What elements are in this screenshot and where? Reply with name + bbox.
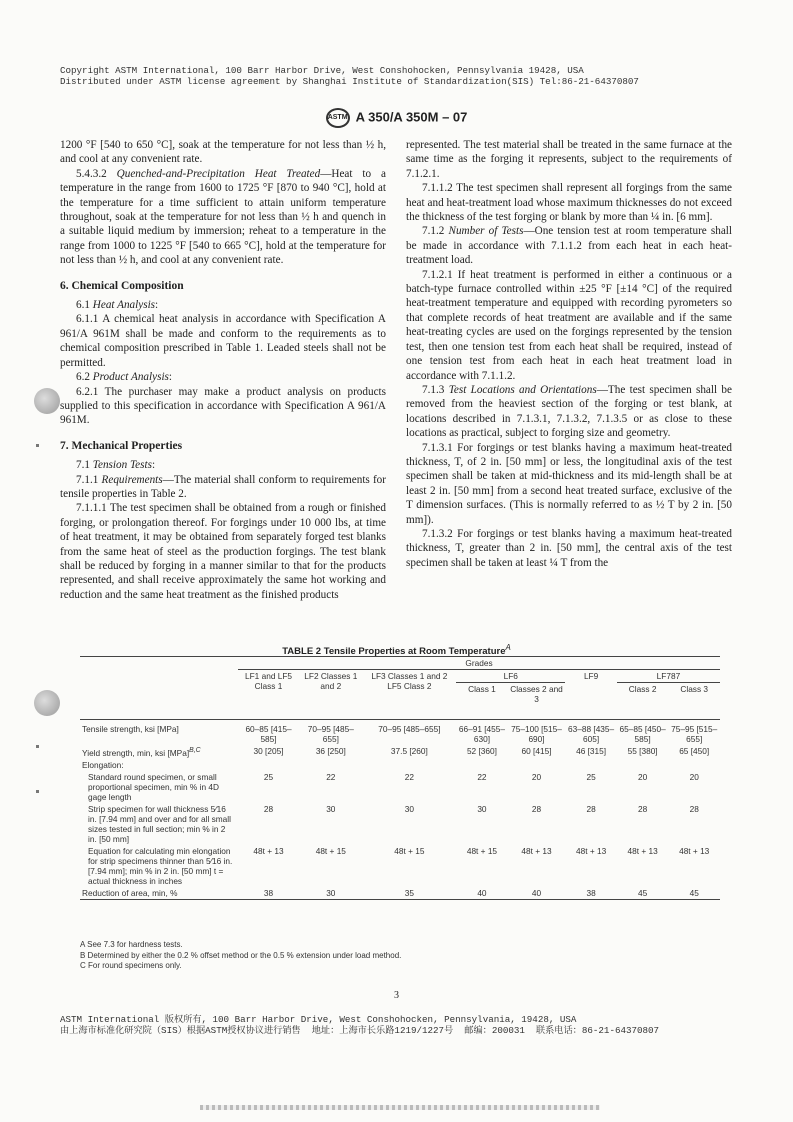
footnote: A See 7.3 for hardness tests. [80, 940, 183, 949]
paragraph-7-1-3-1: 7.1.3.1 For forgings or test blanks having a maximum heat-treated thickness, T, of 2 in. [50 mm] or less, the longitudinal axis of the test specimen shall be taken at mid-thickness and its mid-length shall be at least 2 in. [50 mm] from a second heat treated surface, exclusive of the T dimension surfaces. (This is normally referred to as ½ T by 2 in. [50 mm]). [406, 441, 732, 526]
scan-edge-strip [200, 1105, 600, 1110]
paragraph-5-4-3-2: 5.4.3.2 Quenched-and-Precipitation Heat Treated—Heat to a temperature in the range from 1600 to 1725 °F [870 to 940 °C], hold at the temperature for a time sufficient to attain uniform temperature throughout, soak at the temperature for not less than ½ h and quench in a suitable liquid medium by immersion; reheat to a temperature in the range from 1000 to 1225 °F [540 to 665 °C], hold at the temperature for not less than ½ h, and cool at any convenient rate. [60, 167, 386, 267]
paragraph-7-1-1-2: 7.1.1.2 The test specimen shall represent all forgings from the same heat and heat-treatment load whose maximum thicknesses do not exceed the thickness of the test forging or blank by more than ¼ in. [6 mm]. [406, 182, 732, 224]
paragraph: represented. The test material shall be treated in the same furnace at the same time as the forging it represents, subject to the requirements of 7.1.2.1. [406, 139, 732, 180]
table-row: Reduction of area, min, % 38 30 35 40 40 38 45 45 [80, 887, 720, 900]
paragraph-6-2-1: 6.2.1 The purchaser may make a product analysis on products supplied to this specification in accordance with Specification A 961/A 961M. [60, 385, 386, 427]
table-row: Yield strength, min, ksi [MPa]$^{B,C}$ 30 [205] 36 [250] 37.5 [260] 52 [360] 60 [415] 46 [315] 55 [380] 65 [450] [82, 746, 710, 758]
col-header-lf6: LF6 [456, 670, 565, 683]
col-header-lf1: LF1 and LF5 Class 1 [244, 671, 293, 691]
scan-mark [36, 790, 39, 793]
footnote: C For round specimens only. [80, 961, 182, 970]
paragraph-7-1-3-2: 7.1.3.2 For forgings or test blanks having a maximum heat-treated thickness, T, greater than 2 in. [50 mm], the central axis of the test specimen shall be taken at least ¼ T from the [406, 527, 732, 569]
paragraph-7-1-1-1: 7.1.1.1 The test specimen shall be obtained from a rough or finished forging, or prolongation thereof. For forgings under 10 000 lbs, at time of heat treatment, it may be obtained from separately forged test blanks from the same heat of steel as the production forgings. The test blank shall be reduced by forging in a manner similar to that for the products represented, and shall receive approximately the same hot working and reduction and the same heat treatment as the finished products [60, 502, 386, 601]
table-row: Standard round specimen, or small proportional specimen, min % in 4D gage length 25 22 22 22 20 25 20 20 [88, 771, 699, 802]
table-row: Tensile strength, ksi [MPa] 60–85 [415–585] 70–95 [485–655] 70–95 [485–655] 66–91 [455–630] 75–100 [515–690] 63–88 [435–605] 65–85 [450–585] 75–95 [515–655] [82, 724, 718, 744]
col-header-lf787: LF787 [617, 670, 720, 683]
paragraph-7-1-2: 7.1.2 Number of Tests—One tension test at room temperature shall be made in accordance with 7.1.1.2 from each heat in each heat-treatment load. [406, 225, 732, 267]
scan-mark [36, 444, 39, 447]
right-column [406, 138, 732, 570]
binder-hole [34, 690, 60, 716]
astm-logo-icon: ASTM [326, 108, 350, 128]
footer-line-2: 由上海市标准化研究院（SIS）根据ASTM授权协议进行销售 地址：上海市长乐路1219/1227号 邮编：200031 联系电话：86-21-64370807 [60, 1025, 660, 1036]
table-row: Elongation: [82, 759, 124, 770]
binder-hole [34, 388, 60, 414]
footnote: B Determined by either the 0.2 % offset method or the 0.5 % extension under load method. [80, 950, 402, 960]
page-number: 3 [394, 990, 399, 1001]
copyright-header [60, 65, 639, 87]
paragraph-6-1: 6.1 Heat Analysis: [76, 299, 159, 312]
footer-line-1: ASTM International 版权所有, 100 Barr Harbor Drive, West Conshohocken, Pennsylvania, 19428, USA [60, 1014, 577, 1025]
left-column [60, 138, 386, 602]
sub-header: Class 1 [468, 684, 496, 694]
section-heading-7: 7. Mechanical Properties [60, 439, 183, 452]
paragraph-7-1-2-1: 7.1.2.1 If heat treatment is performed in either a continuous or a batch-type furnace controlled within ±25 °F [±14 °C] of the required heat-treatment temperature and equipped with recording pyrometers so that complete records of heat treatment are available and if the same heat-treating cycles are used on the forgings represented by the tension test, then one tension test from each heat shall be required, instead of one tension test from each heat in each heat treatment load in accordance with 7.1.1.2. [406, 268, 732, 382]
paragraph: 1200 °F [540 to 650 °C], soak at the temperature for not less than ½ h, and cool at any convenient rate. [60, 139, 386, 166]
col-header-lf9: LF9 [583, 671, 599, 681]
table-caption: TABLE 2 Tensile Properties at Room Temperature$^A$ [282, 643, 511, 658]
table-row: Strip specimen for wall thickness 5⁄16 in. [7.94 mm] and over and for all small sizes tested in full section; min % in 2 in. [50 mm] 28 30 30 30 28 28 28 28 [88, 803, 699, 844]
col-header-lf3: LF3 Classes 1 and 2 LF5 Class 2 [371, 671, 448, 691]
grades-header: Grades [238, 657, 720, 670]
tensile-properties-table [80, 656, 720, 900]
col-header-lf2: LF2 Classes 1 and 2 [304, 671, 358, 691]
table-footnotes [80, 940, 401, 972]
paragraph-6-2: 6.2 Product Analysis: [76, 371, 173, 384]
paragraph-6-1-1: 6.1.1 A chemical heat analysis in accordance with Specification A 961/A 961M shall be made and conform to the requirements as to chemical composition prescribed in Table 1. Leaded steels shall not be permitted. [60, 313, 386, 369]
sub-header: Class 3 [680, 684, 709, 694]
header-line-1: Copyright ASTM International, 100 Barr Harbor Drive, West Conshohocken, Pennsylvania 19428, USA [60, 65, 584, 76]
paragraph-7-1: 7.1 Tension Tests: [76, 459, 156, 472]
scan-mark [36, 745, 39, 748]
header-line-2: Distributed under ASTM license agreement by Shanghai Institute of Standardization(SIS) Tel:86-21-64370807 [60, 76, 639, 87]
section-heading-6: 6. Chemical Composition [60, 279, 184, 292]
document-title [0, 108, 793, 128]
paragraph-7-1-1: 7.1.1 Requirements—The material shall conform to requirements for tensile properties in Table 2. [60, 473, 386, 500]
paragraph-7-1-3: 7.1.3 Test Locations and Orientations—The test specimen shall be removed from the heaviest section of the forging or test blank, at locations described in 7.1.3.1, 7.1.3.2, 7.1.3.5 or as close to these locations as practical, subject to forging size and geometry. [406, 383, 732, 440]
title-text: A 350/A 350M – 07 [355, 109, 468, 125]
distribution-footer [60, 1014, 659, 1036]
sub-header: Classes 2 and 3 [510, 684, 563, 704]
sub-header: Class 2 [628, 684, 657, 694]
table-row: Equation for calculating min elongation for strip specimens thinner than 5⁄16 in. [7.94 mm]; min % in 2 in. [50 mm] t = actual thickness in inches 48t + 13 48t + 15 48t + 15 48t + 15 48t + 13 48t + 13 48t + 13 48t + 13 [88, 845, 710, 886]
